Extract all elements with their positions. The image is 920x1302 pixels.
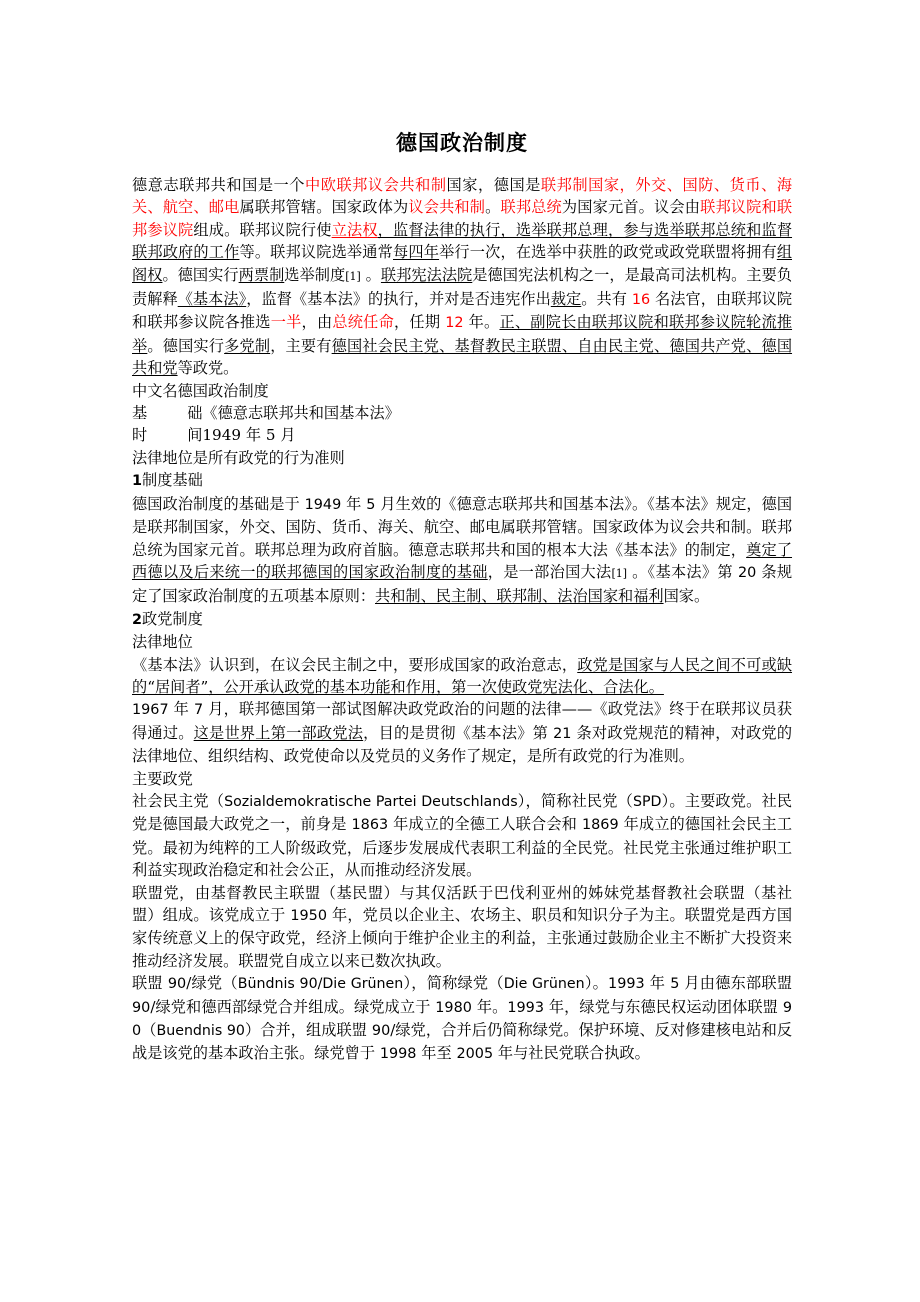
s1-underline-2: 共和制、民主制、联邦制、法治国家和福利 [375,587,664,606]
union-text-1: 联盟党，由基督教民主联盟（基民盟）与其仅活跃于巴伐利亚州的姊妹党基督教社会联盟（基社盟）组成。该党成立于 [132,883,792,924]
infobox-label-basis-2: 础 [187,404,203,423]
s1-text-1: 德国政治制度的基础是于 [132,494,305,513]
greens-text-2: /绿党（ [186,974,238,993]
infobox-row-time [132,424,792,446]
intro-text-19: 。德国实行 [147,336,225,355]
s1-text-4: ，是一部治国大法 [487,562,612,581]
greens-text-4: ）。 [584,974,609,993]
s1-year-1949: 1949 [304,496,342,513]
ls-text-5: 条对政党规范的精神，对政党的法律地位、组织结构、政党使命以及党员的义务作了规定，是所有政党的行为准则。 [132,723,793,766]
ls-article-21: 21 [553,725,572,742]
s1-month-5: 5 [366,496,376,513]
infobox-row-basis [132,402,792,424]
s1-article-20: 20 [737,564,757,581]
ls-year-1967: 1967 [132,702,169,719]
subsection-heading-legal-status: 法律地位 [132,633,193,652]
spd-year-1863: 1863 [351,817,389,834]
intro-underline-3: 组阁权 [132,243,793,284]
greens-year-1998: 1998 [379,1046,417,1063]
intro-underline-6: 《基本法》 [177,290,247,309]
infobox-row-chinese-name [132,380,792,402]
ls-month-7: 7 [194,702,204,719]
s1-text-5: 。《基本法》第 [627,562,738,581]
ls-text-2: 年 [168,700,195,719]
intro-text-5: 为国家元首。议会由 [561,198,701,217]
greens-text-14: 年与社民党联合执政。 [493,1044,650,1063]
greens-text-5: 年 [644,974,671,993]
page-title: 德国政治制度 [396,131,528,155]
ls-text-4: ，目的是贯彻《基本法》第 [363,723,554,742]
intro-underline-7: 裁定 [550,290,582,309]
legal-status-paragraph-2 [132,698,792,767]
intro-red-7: 总统任命 [332,313,394,332]
intro-text-21: 等政党。 [177,359,239,378]
greens-year-2005: 2005 [456,1046,494,1063]
greens-month-5: 5 [670,976,680,993]
infobox-label-time-2: 间 [187,426,203,445]
intro-text-1: 德意志联邦共和国是一个 [132,176,305,194]
section-number-2: 2 [132,611,143,628]
intro-underline-2: 每四年 [393,243,440,262]
intro-text-16: ，由 [301,313,333,332]
greens-text-13: 年至 [416,1044,457,1063]
intro-red-5: 联邦议院和联邦参议院 [132,198,793,239]
spd-abbreviation: SPD [632,793,662,810]
intro-text-14: 。共有 [581,290,632,309]
greens-text-10: （ [141,1021,157,1040]
intro-text-18: 年。 [463,313,500,332]
intro-text-6: 组成。联邦议院行使 [193,220,332,239]
ls-text-1: 《基本法》认识到，在议会民主制之中，要形成国家的政治意志， [132,655,578,674]
intro-underline-5: 联邦宪法法院 [380,265,473,284]
intro-text-9: 。德国实行 [162,265,239,284]
document-content [132,128,792,1066]
infobox-label-chinese-name: 中文名 [132,381,178,400]
intro-text-3: 属联邦管辖。国家政体为 [239,198,409,217]
infobox-label-legal-status: 法律地位 [132,448,193,467]
spd-text-1: 社会民主党（ [132,791,225,810]
union-year-1950: 1950 [290,908,327,924]
intro-red-6: 一半 [270,313,302,332]
infobox-value-chinese-name: 德国政治制度 [177,381,269,400]
intro-underline-9: 多党制 [224,336,271,355]
greens-year-1993-b: 1993 [507,999,544,1016]
intro-text-10: 选举制度 [284,265,346,284]
greens-text-7: /绿党和德西部绿党合并组成。绿党成立于 [150,997,436,1016]
section-heading-2 [132,608,792,631]
union-text-2: 年，党员以企业主、农场主、职员和知识分子为主。联盟党是西方国家传统意义上的保守政党，经济上倾向于维护企业主的利益，主张通过鼓励企业主不断扩大投资来推动经济发展。联盟党自成立以来已数次执政。 [132,906,793,970]
reference-marker-1[interactable]: [1] [345,269,361,283]
greens-text-6: 月由德东部联盟 [679,974,793,993]
section-title-2: 政党制度 [142,609,203,628]
greens-number-90-b: 90 [132,999,151,1016]
greens-text-8: 年。 [471,997,508,1016]
greens-short-name: Die Grünen [503,976,585,993]
spd-text-4: 年成立的全德工人联合会和 [388,815,582,834]
intro-red-term-years: 12 [445,315,464,332]
spd-text-2: ），简称社民党（ [517,791,633,810]
intro-underline-8: 正、副院长由联邦议院和联邦参议院轮流推举 [132,313,793,355]
party-paragraph-spd [132,790,792,882]
greens-text-12: /绿党，合并后仍简称绿党。保护环境、反对修建核电站和反战是该党的基本政治主张。绿党曾于 [132,1021,793,1063]
intro-paragraph [132,174,792,380]
legal-status-paragraph-1 [132,654,792,699]
s1-text-2: 年 [341,494,367,513]
reference-marker-2[interactable]: [1] [611,566,628,580]
intro-text-8: 举行一次，在选举中获胜的政党或政党联盟将拥有 [439,243,777,262]
intro-red-4: 联邦总统 [500,198,562,217]
greens-text-3: ），简称绿党（ [403,974,504,993]
greens-text-9: 年，绿党与东德民权运动团体联盟 [543,997,783,1016]
intro-underline-1: ，监督法律的执行，选举联邦总理，参与选举联邦总统和监督联邦政府的工作 [132,220,793,262]
intro-text-12: 是德国宪法机构之一，是最高司法机构。主要负责解释 [132,265,793,309]
greens-number-90-a: 90 [167,976,187,993]
greens-year-1980: 1980 [435,999,472,1016]
spd-text-5: 年成立的德国社会民主工党。最初为纯粹的工人阶级政党，后逐步发展成代表职工利益的全民党。社民党主张通过维护职工利益实现政治稳定和社会公正，从而推动经济发展。 [132,815,793,880]
s1-text-3: 月生效的《德意志联邦共和国基本法》。《基本法》规定，德国是联邦制国家，外交、国防、货币、海关、航空、邮电属联邦管辖。国家政体为议会共和制。联邦总统为国家元首。联邦总理为政府首脑。德意志联邦共和国的根本大法《基本法》的制定， [132,494,793,559]
s1-text-6: 条规定了国家政治制度的五项基本原则： [132,562,793,606]
section-heading-1 [132,469,792,492]
party-paragraph-greens [132,972,792,1066]
section-1-body [132,493,792,608]
intro-red-underline-1: 立法权 [331,220,378,239]
greens-text-1: 联盟 [132,974,168,993]
section-title-1: 制度基础 [142,471,203,490]
intro-text-7: 等。联邦议院选举通常 [239,243,393,262]
infobox-value-basis: 《德意志联邦共和国基本法》 [202,404,400,423]
greens-alt-name: Buendnis 90 [156,1023,245,1040]
intro-red-3: 议会共和制 [408,198,486,217]
ls-underline-2: 这是世界上第一部政党法 [193,723,364,742]
greens-number-90-d: 90 [371,1023,391,1040]
ls-underline-1: 政党是国家与人民之间不可或缺的“居间者”，公开承认政党的基本功能和作用，第一次使政党宪法化、合法化。 [132,655,793,696]
party-paragraph-union [132,882,792,973]
spd-year-1869: 1869 [581,817,619,834]
spd-german-name: Sozialdemokratische Partei Deutschlands [224,793,518,810]
s1-underline-1: 奠定了西德以及后来统一的联邦德国的国家政治制度的基础 [132,540,793,581]
ls-text-3: 月，联邦德国第一部试图解决政党政治的问题的法律——《政党法》终于在联邦议员获得通过。 [132,700,793,742]
intro-text-11: 。 [360,265,381,284]
intro-text-13: ，监督《基本法》的执行，并对是否违宪作出 [246,290,551,309]
infobox-value-time: 1949 年 5 月 [202,426,296,445]
section-number-1: 1 [132,473,143,490]
infobox-label-basis: 基 [132,404,148,423]
intro-underline-4: 两票制 [238,265,285,284]
intro-text-17: ，任期 [394,313,446,332]
intro-text-2: 国家，德国是 [446,176,541,194]
infobox-value-legal-status: 是所有政党的行为准则 [192,448,345,467]
infobox-row-legal-status [132,447,792,469]
greens-text-11: ）合并，组成联盟 [244,1021,372,1040]
intro-red-1: 中欧联邦议会共和制 [305,176,447,194]
intro-red-2: 联邦制国家，外交、国防、货币、海关、航空、邮电 [132,176,793,217]
greens-number-90-c: 90 [132,999,793,1040]
intro-red-judges-count: 16 [631,292,651,309]
s1-text-7: 国家。 [663,587,710,606]
infobox-label-time: 时 [132,426,148,445]
intro-text-20: ，主要有 [270,336,332,355]
intro-underline-10: 德国社会民主党、基督教民主联盟、自由民主党、德国共产党、德国共和党 [132,336,793,378]
greens-year-1993-a: 1993 [608,976,645,993]
greens-german-name: Bündnis 90/Die Grünen [237,976,404,993]
intro-text-15: 名法官，由联邦议院和联邦参议院各推选 [132,290,793,332]
subsection-heading-major-parties: 主要政党 [132,769,193,788]
intro-text-4: 。 [485,198,501,217]
spd-text-3: ）。主要政党。社民党是德国最大政党之一，前身是 [132,791,793,834]
